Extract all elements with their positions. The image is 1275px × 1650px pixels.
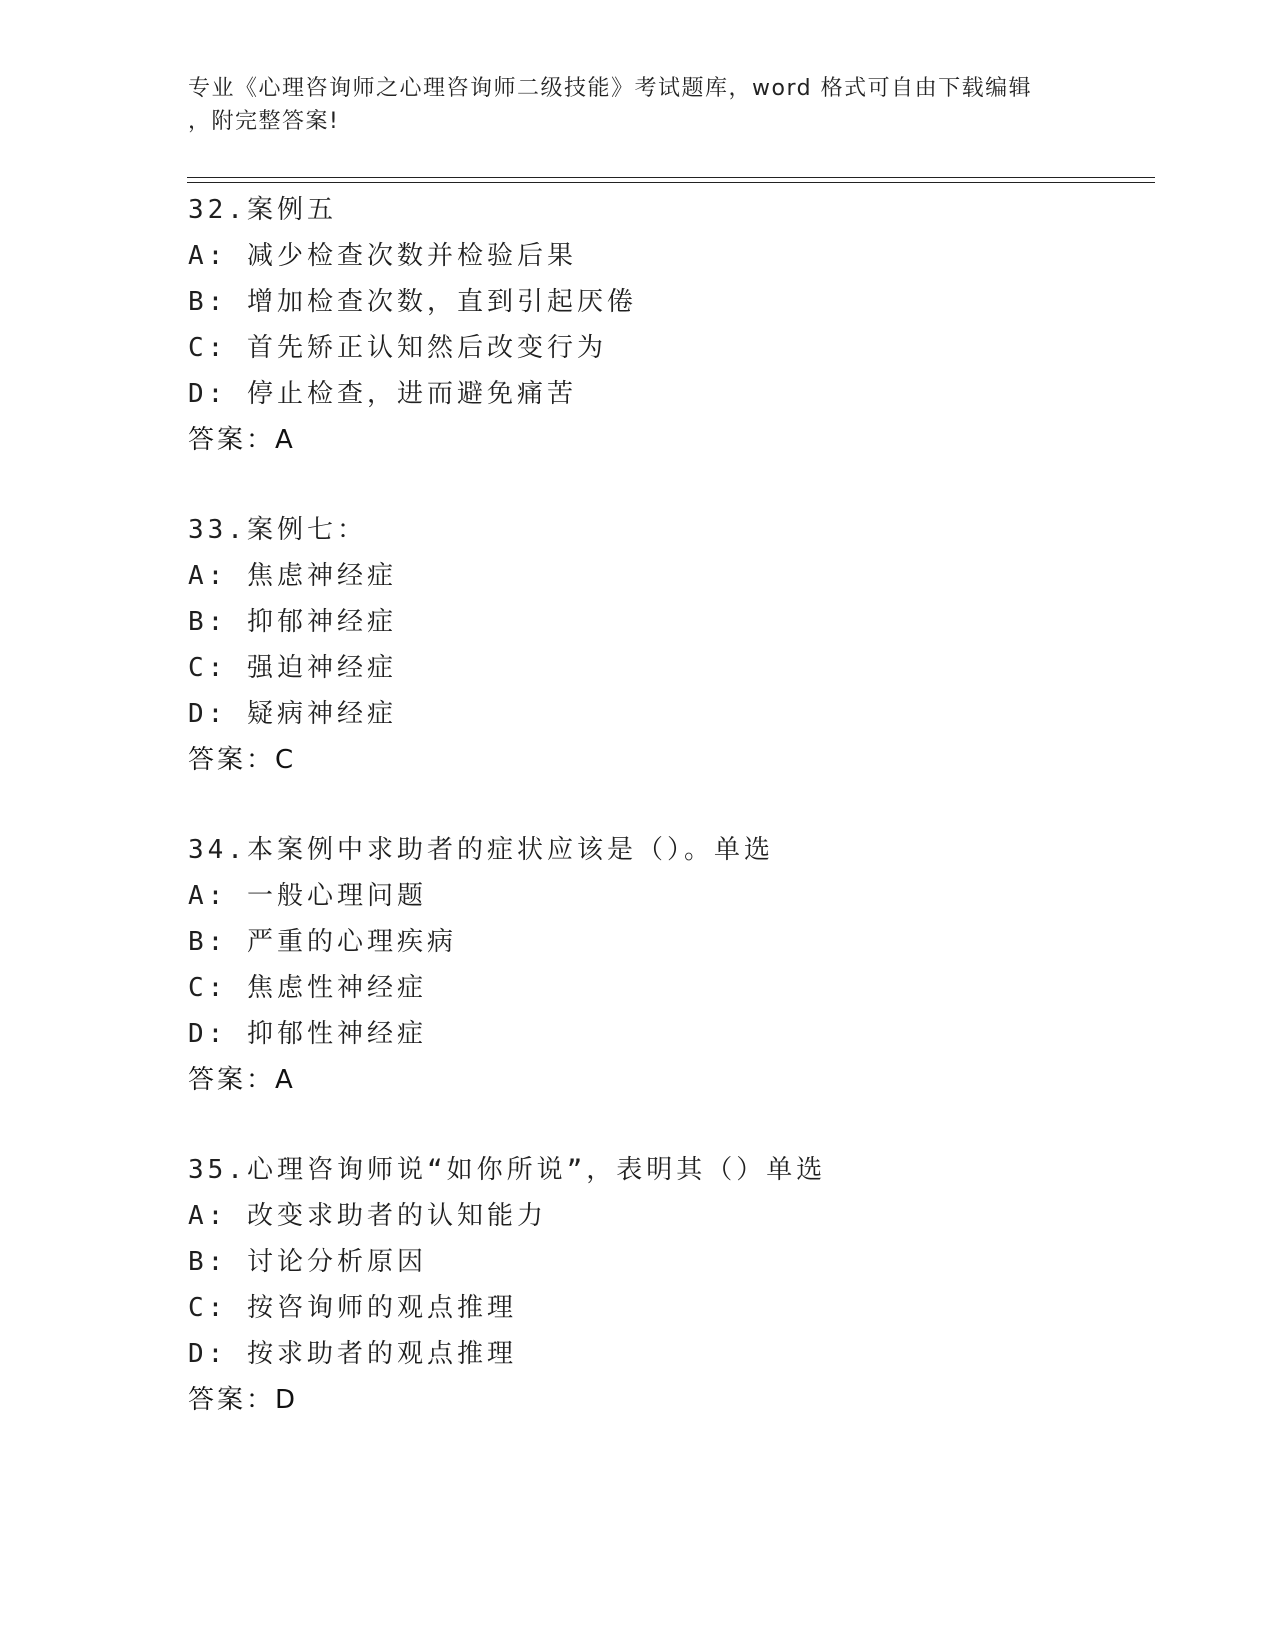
header-divider-top bbox=[187, 177, 1155, 178]
option-a: A: 改变求助者的认知能力 bbox=[188, 1201, 547, 1231]
option-c: C: 按咨询师的观点推理 bbox=[188, 1293, 517, 1323]
question-stem: 35.心理咨询师说“如你所说”，表明其（）单选 bbox=[188, 1155, 827, 1185]
answer bbox=[188, 417, 1088, 463]
option-d: D: 按求助者的观点推理 bbox=[188, 1339, 517, 1369]
answer-value: A bbox=[275, 1065, 296, 1095]
question-32 bbox=[188, 187, 1088, 463]
question-stem: 34.本案例中求助者的症状应该是（）。单选 bbox=[188, 835, 774, 865]
answer bbox=[188, 1057, 1088, 1103]
option-a: A: 一般心理问题 bbox=[188, 881, 427, 911]
option-b: B: 增加检查次数，直到引起厌倦 bbox=[188, 287, 637, 317]
question-33 bbox=[188, 507, 1088, 783]
question-stem: 32.案例五 bbox=[188, 195, 337, 225]
option-b: B: 严重的心理疾病 bbox=[188, 927, 457, 957]
option-d: D: 抑郁性神经症 bbox=[188, 1019, 427, 1049]
answer-value: A bbox=[275, 425, 296, 455]
answer-value: C bbox=[275, 745, 297, 775]
answer bbox=[188, 737, 1088, 783]
option-d: D: 疑病神经症 bbox=[188, 699, 397, 729]
header-divider-bottom bbox=[187, 182, 1155, 183]
option-a: A: 减少检查次数并检验后果 bbox=[188, 241, 577, 271]
document-header bbox=[188, 72, 1088, 138]
question-35 bbox=[188, 1147, 1088, 1423]
answer-label: 答案： bbox=[188, 1065, 276, 1095]
question-34 bbox=[188, 827, 1088, 1103]
answer bbox=[188, 1377, 1088, 1423]
option-d: D: 停止检查，进而避免痛苦 bbox=[188, 379, 577, 409]
header-line-1: 专业《心理咨询师之心理咨询师二级技能》考试题库，word 格式可自由下载编辑 bbox=[188, 76, 1033, 101]
answer-label: 答案： bbox=[188, 1385, 276, 1415]
answer-label: 答案： bbox=[188, 425, 276, 455]
option-c: C: 焦虑性神经症 bbox=[188, 973, 427, 1003]
option-a: A: 焦虑神经症 bbox=[188, 561, 397, 591]
option-c: C: 首先矫正认知然后改变行为 bbox=[188, 333, 607, 363]
answer-label: 答案： bbox=[188, 745, 276, 775]
option-c: C: 强迫神经症 bbox=[188, 653, 397, 683]
option-b: B: 抑郁神经症 bbox=[188, 607, 397, 637]
answer-value: D bbox=[275, 1385, 299, 1415]
option-b: B: 讨论分析原因 bbox=[188, 1247, 427, 1277]
header-line-2: ，附完整答案! bbox=[188, 109, 340, 134]
question-stem: 33.案例七： bbox=[188, 515, 367, 545]
